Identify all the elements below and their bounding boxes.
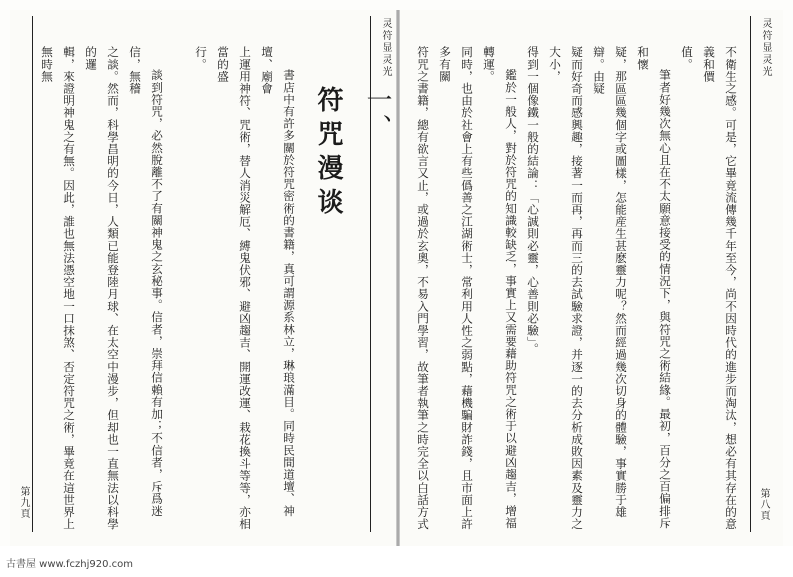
text-column: 筆者好幾次無心且在不太願意接受的情況下，與符咒之術結緣。最初，百分之百偏排斥和懷	[636, 46, 672, 529]
right-running-head: 灵符显灵光	[760, 18, 771, 78]
left-page	[10, 10, 396, 546]
text-column: 疑而好奇而感興趣，接著一而再，再而三的去試驗求證，并逐一的去分析成敗因素及靈力之大小，	[548, 46, 584, 530]
text-column: 談到符咒，必然脫離不了有關神鬼之玄秘事。信者，崇拜信賴有加；不信者，斥爲迷信，無稽	[128, 46, 164, 517]
footer-bar	[0, 546, 793, 577]
text-column: 得到一個像鐵一般的結論：「心誠則必靈，心善則必驗」。	[526, 46, 540, 355]
right-page	[400, 10, 783, 546]
text-column: 符咒之書籍，總有欲言又止，或過於玄奧，不易入門學習，故筆者執筆之時完全以白話方式	[416, 46, 430, 530]
right-page-number: 第八頁	[758, 488, 769, 521]
text-column: 不衛生之感。可是，它畢竟流傳幾千年至今，尚不因時代的進步而淘汰，想必有其存在的意義和價	[702, 46, 738, 530]
site-watermark: 古書屋 www.fczhj920.com	[6, 559, 133, 570]
text-column: 上運用神符、咒術，替人消災解厄、縛鬼伏邪、避凶趨吉、開運改運、栽花換斗等等，亦相當的盛	[216, 46, 252, 530]
chapter-number: 一、	[362, 86, 392, 142]
paragraph-break	[168, 46, 190, 536]
chapter-heading	[310, 86, 396, 246]
text-column: 疑，那區區幾個字或圖樣，怎能産生甚麽靈力呢？然而經過幾次切身的體驗，事實勝于雄辯。由疑	[592, 46, 628, 518]
left-footer-rule	[32, 16, 33, 532]
left-running-head: 灵符显灵光	[380, 18, 391, 78]
chapter-title: 符咒漫谈	[313, 86, 343, 222]
right-header-rule	[750, 16, 751, 532]
text-column: 行。	[194, 46, 208, 71]
left-body-text	[38, 46, 300, 536]
text-column: 之談。然而，科學昌明的今日，人類已能登陸月球、在太空中漫步，但却也一直無法以科學的邏	[84, 46, 120, 530]
text-column: 值。	[680, 46, 694, 71]
text-column: 輯，來證明神鬼之有無。因此，誰也無法憑空地一口抹煞、否定符咒之術，畢竟在這世界上無時無	[40, 46, 76, 530]
text-column: 書店中有許多關於符咒密術的書籍，真可謂源系林立，琳琅滿目。同時民間道壇、神壇、廟會	[260, 46, 296, 517]
text-column: 同時，也由於社會上有些僞善之江湖術士，常利用人性之弱點，藉機騙財詐錢，且市面上許多有關	[438, 46, 474, 530]
right-body-text	[410, 46, 742, 536]
left-page-number: 第九頁	[18, 486, 29, 519]
text-column: 鑑於一般人，對於符咒的知識較缺乏，事實上又需要藉助符咒之術于以避凶趨吉，增福轉運。	[482, 46, 518, 529]
